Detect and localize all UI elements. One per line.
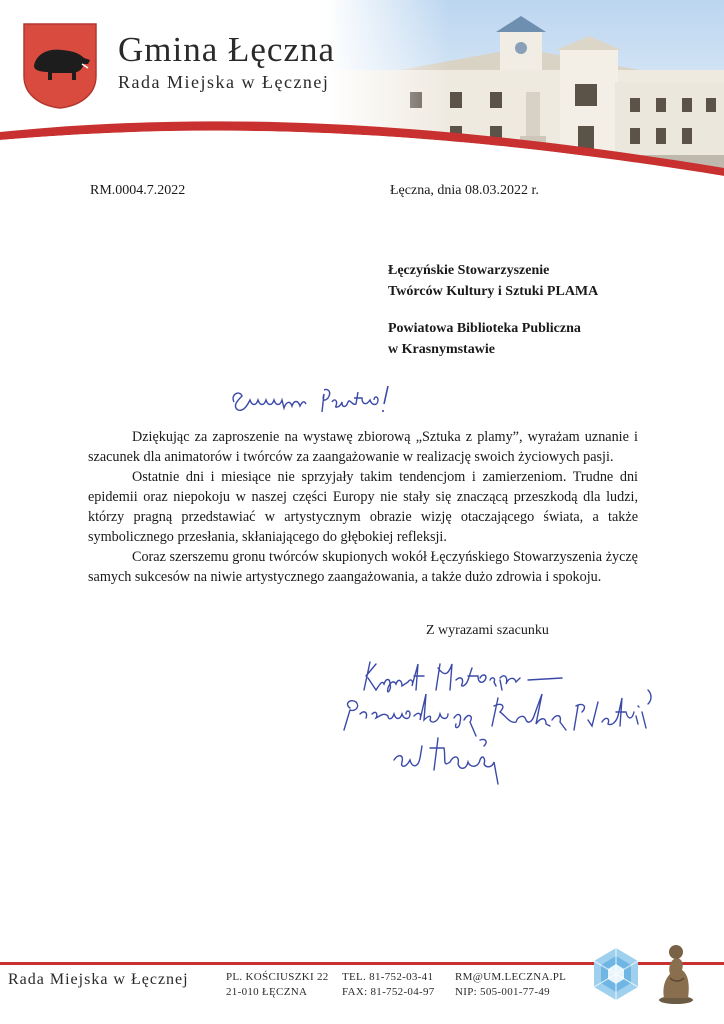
bronze-statue-icon xyxy=(656,942,696,1004)
hexagon-logo-icon xyxy=(588,946,644,1002)
letter-body xyxy=(88,427,638,587)
addressee-block xyxy=(388,318,581,360)
handwritten-signature xyxy=(330,650,660,790)
footer-line: NIP: 505-001-77-49 xyxy=(455,986,550,998)
page-subtitle: Rada Miejska w Łęcznej xyxy=(118,72,330,92)
body-paragraph: Ostatnie dni i miesiące nie sprzyjały takim tendencjom i zamierzeniom. Trudne dni epidemii oraz niepokoju w naszej części Europy nie stały się znaczącą przeszkodą dla ludzi, którzy pragną przedstawiać w artystycznym obrazie wizję otaczającego świata, a także symbolicznego przesłania, skłaniającego do głębokiej refleksji. xyxy=(88,469,638,545)
body-paragraph: Dziękując za zaproszenie na wystawę zbiorową „Sztuka z plamy”, wyrażam uznanie i szacunek dla animatorów i twórców za zaangażowanie w realizację swoich życiowych pasji. xyxy=(88,429,638,465)
page-title: Gmina Łęczna xyxy=(118,30,336,69)
addressee-line: Powiatowa Biblioteka Publiczna xyxy=(388,321,581,336)
addressee-line: w Krasnymstawie xyxy=(388,342,495,357)
footer-address xyxy=(226,970,329,1000)
footer-organization: Rada Miejska w Łęcznej xyxy=(8,971,189,988)
addressee-line: Łęczyńskie Stowarzyszenie xyxy=(388,263,550,278)
footer-line: TEL. 81-752-03-41 xyxy=(342,971,434,983)
boar-crest-icon xyxy=(22,22,98,110)
footer-contact xyxy=(455,970,566,1000)
body-paragraph: Coraz szerszemu gronu twórców skupionych wokół Łęczyńskiego Stowarzyszenia życzę samych sukcesów na niwie artystycznego zaangażowania, a także dużo zdrowia i spokoju. xyxy=(88,549,638,585)
footer-line: FAX: 81-752-04-97 xyxy=(342,986,435,998)
reference-number: RM.0004.7.2022 xyxy=(90,183,186,198)
addressee-line: Twórców Kultury i Sztuki PLAMA xyxy=(388,284,599,299)
header-banner xyxy=(0,0,724,190)
handwritten-salutation xyxy=(228,380,408,420)
closing-formula: Z wyrazami szacunku xyxy=(426,623,549,638)
footer-email: RM@UM.LECZNA.PL xyxy=(455,971,567,983)
footer-phones xyxy=(342,970,435,1000)
addressee-block xyxy=(388,260,598,302)
place-date: Łęczna, dnia 08.03.2022 r. xyxy=(390,183,539,198)
footer-line: PL. KOŚCIUSZKI 22 xyxy=(226,971,329,983)
footer-line: 21-010 ŁĘCZNA xyxy=(226,986,308,998)
